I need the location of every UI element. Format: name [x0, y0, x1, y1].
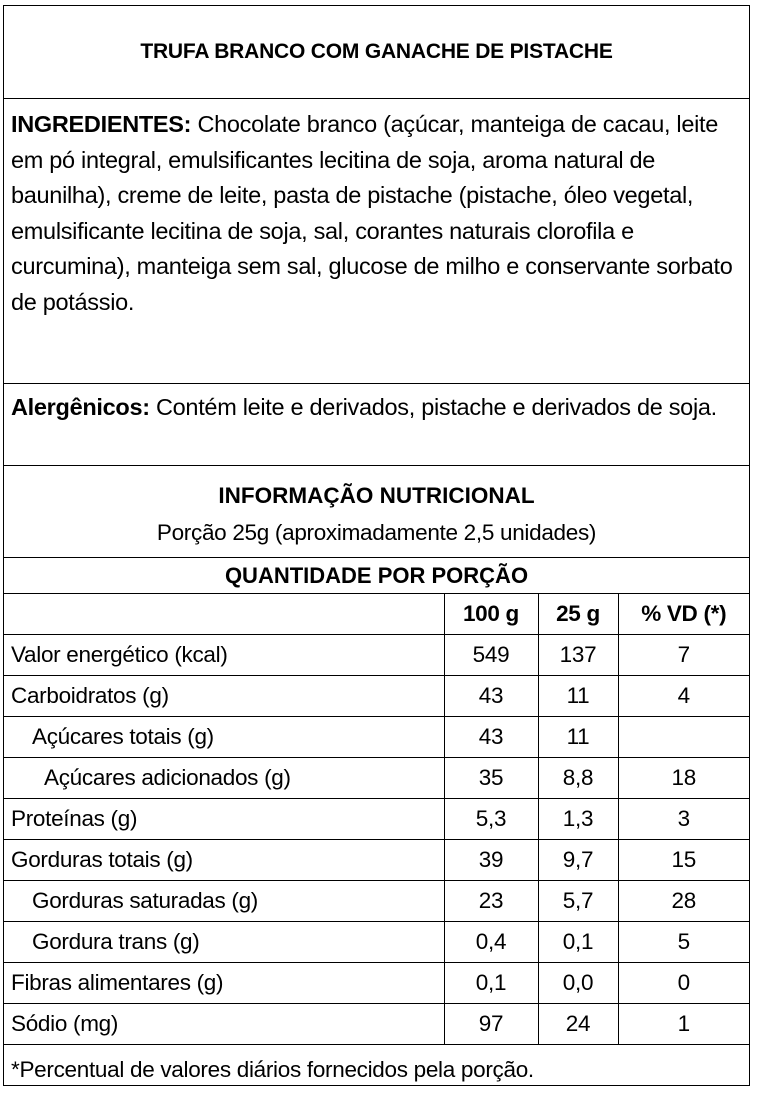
- table-row: [4, 798, 749, 839]
- table-row: [4, 921, 749, 962]
- value-25g: 0,0: [538, 962, 618, 1003]
- value-100g: 39: [444, 839, 538, 880]
- ingredients-section: [4, 99, 749, 384]
- table-header-row: [4, 594, 749, 634]
- nutrient-name: Gorduras totais (g): [4, 839, 444, 880]
- nutrient-name: Gordura trans (g): [4, 921, 444, 962]
- value-vd: 15: [618, 839, 749, 880]
- value-vd: 0: [618, 962, 749, 1003]
- nutrition-header: [4, 466, 749, 558]
- header-vd: % VD (*): [618, 594, 749, 634]
- portion-size: Porção 25g (aproximadamente 2,5 unidades): [156, 520, 597, 545]
- ingredients-label: INGREDIENTES:: [11, 111, 192, 137]
- value-25g: 9,7: [538, 839, 618, 880]
- value-vd: 1: [618, 1003, 749, 1044]
- nutrition-table: [4, 594, 749, 1045]
- nutrient-name: Fibras alimentares (g): [4, 962, 444, 1003]
- nutrient-name: Gorduras saturadas (g): [4, 880, 444, 921]
- value-100g: 97: [444, 1003, 538, 1044]
- value-100g: 43: [444, 675, 538, 716]
- value-100g: 35: [444, 757, 538, 798]
- value-100g: 549: [444, 634, 538, 675]
- value-25g: 1,3: [538, 798, 618, 839]
- value-vd: 5: [618, 921, 749, 962]
- value-vd: 28: [618, 880, 749, 921]
- value-25g: 11: [538, 675, 618, 716]
- value-vd: 4: [618, 675, 749, 716]
- table-row: [4, 634, 749, 675]
- header-100g: 100 g: [444, 594, 538, 634]
- value-25g: 11: [538, 716, 618, 757]
- nutrient-name: Açúcares totais (g): [4, 716, 444, 757]
- ingredients-text: Chocolate branco (açúcar, manteiga de cacau, leite em pó integral, emulsificantes lecitina de soja, aroma natural de baunilha), creme de leite, pasta de pistache (pistache, óleo vegetal, emulsificante lecitina de soja, sal, corantes naturais clorofila e curcumina), manteiga sem sal, glucose de milho e conservante sorbato de potássio.: [11, 111, 733, 315]
- allergens-section: [4, 384, 749, 466]
- table-row: [4, 1003, 749, 1044]
- value-100g: 0,1: [444, 962, 538, 1003]
- value-25g: 24: [538, 1003, 618, 1044]
- quantity-header: QUANTIDADE POR PORÇÃO: [4, 558, 749, 594]
- value-vd: 3: [618, 798, 749, 839]
- product-title: TRUFA BRANCO COM GANACHE DE PISTACHE: [4, 6, 749, 99]
- table-row: [4, 757, 749, 798]
- nutrient-name: Carboidratos (g): [4, 675, 444, 716]
- value-25g: 5,7: [538, 880, 618, 921]
- value-100g: 5,3: [444, 798, 538, 839]
- table-row: [4, 675, 749, 716]
- value-vd: 7: [618, 634, 749, 675]
- table-row: [4, 716, 749, 757]
- value-vd: 18: [618, 757, 749, 798]
- table-row: [4, 962, 749, 1003]
- nutrition-label: [3, 5, 750, 1086]
- nutrient-name: Sódio (mg): [4, 1003, 444, 1044]
- value-25g: 8,8: [538, 757, 618, 798]
- allergens-text: Contém leite e derivados, pistache e derivados de soja.: [155, 394, 717, 420]
- value-100g: 0,4: [444, 921, 538, 962]
- nutrition-title: INFORMAÇÃO NUTRICIONAL: [218, 483, 535, 508]
- value-25g: 0,1: [538, 921, 618, 962]
- nutrient-name: Proteínas (g): [4, 798, 444, 839]
- footnote: *Percentual de valores diários fornecidos pela porção.: [11, 1056, 534, 1082]
- table-row: [4, 839, 749, 880]
- value-100g: 23: [444, 880, 538, 921]
- nutrient-name: Valor energético (kcal): [4, 634, 444, 675]
- header-nutrient: [4, 594, 444, 634]
- nutrient-name: Açúcares adicionados (g): [4, 757, 444, 798]
- value-100g: 43: [444, 716, 538, 757]
- header-25g: 25 g: [538, 594, 618, 634]
- value-vd: [618, 716, 749, 757]
- allergens-label: Alergênicos:: [11, 394, 150, 420]
- table-row: [4, 880, 749, 921]
- value-25g: 137: [538, 634, 618, 675]
